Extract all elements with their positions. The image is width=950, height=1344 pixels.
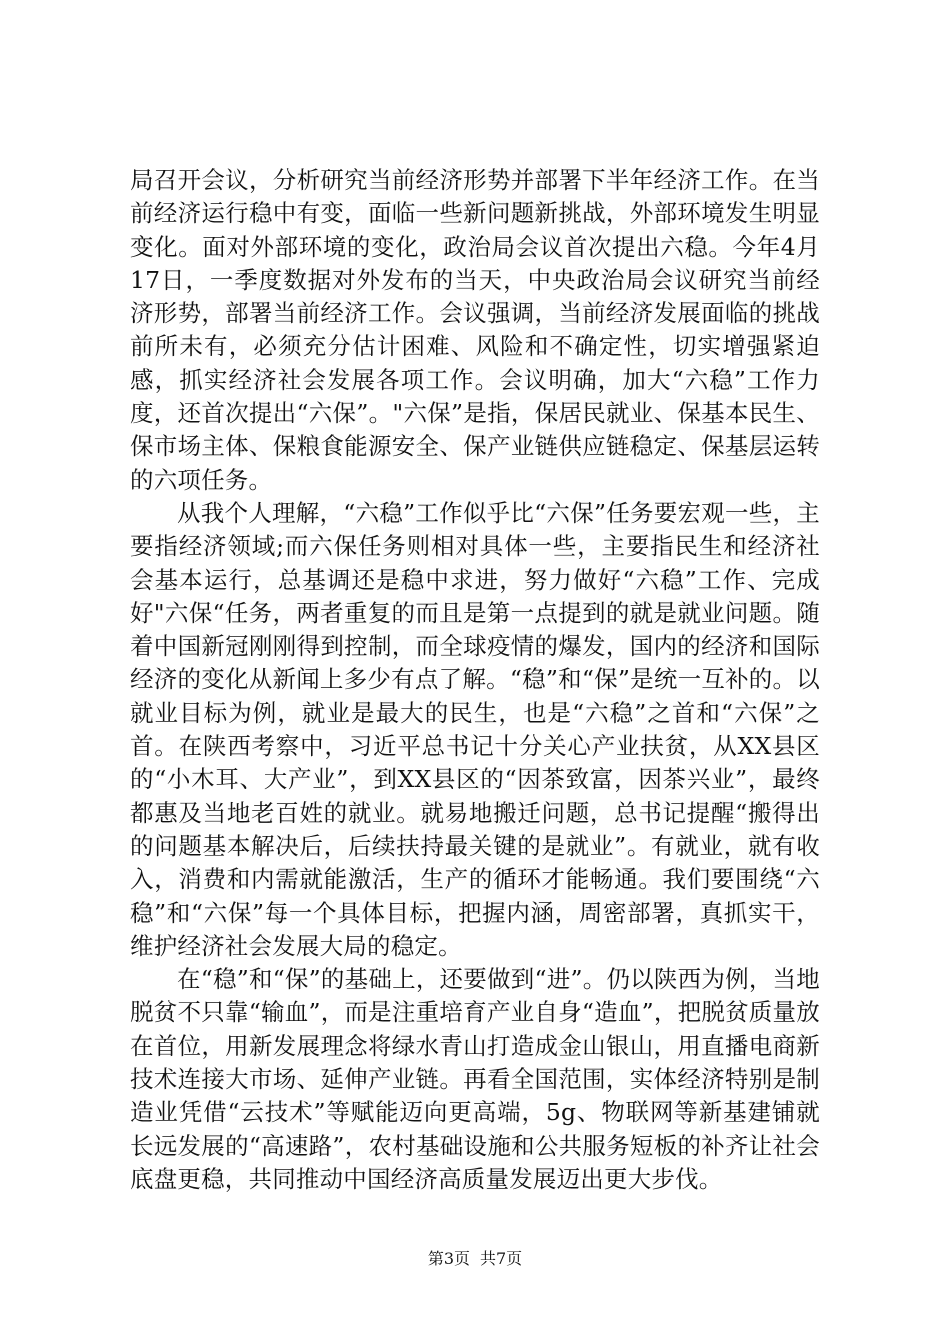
- paragraph-1: 局召开会议，分析研究当前经济形势并部署下半年经济工作。在当前经济运行稳中有变，面临一些新问题新挑战，外部环境发生明显变化。面对外部环境的变化，政治局会议首次提出六稳。今年4月17日，一季度数据对外发布的当天，中央政治局会议研究当前经济形势，部署当前经济工作。会议强调，当前经济发展面临的挑战前所未有，必须充分估计困难、风险和不确定性，切实增强紧迫感，抓实经济社会发展各项工作。会议明确，加大“六稳”工作力度，还首次提出“六保”。"六保”是指，保居民就业、保基本民生、保市场主体、保粮食能源安全、保产业链供应链稳定、保基层运转的六项任务。: [130, 166, 820, 494]
- page-footer: [0, 1248, 950, 1270]
- document-body: [130, 164, 820, 1196]
- paragraph-2: 从我个人理解，“六稳”工作似乎比“六保”任务要宏观一些，主要指经济领域;而六保任务则相对具体一些，主要指民生和经济社会基本运行，总基调还是稳中求进，努力做好“六稳”工作、完成好"六保“任务，两者重复的而且是第一点提到的就是就业问题。随着中国新冠刚刚得到控制，而全球疫情的爆发，国内的经济和国际经济的变化从新闻上多少有点了解。“稳”和“保”是统一互补的。以就业目标为例，就业是最大的民生，也是“六稳”之首和“六保”之首。在陕西考察中，习近平总书记十分关心产业扶贫，从XX县区的“小木耳、大产业”，到XX县区的“因茶致富，因茶兴业”，最终都惠及当地老百姓的就业。就易地搬迁问题，总书记提醒“搬得出的问题基本解决后，后续扶持最关键的是就业”。有就业，就有收入，消费和内需就能激活，生产的循环才能畅通。我们要围绕“六稳”和“六保”每一个具体目标，把握内涵，周密部署，真抓实干，维护经济社会发展大局的稳定。: [130, 498, 820, 960]
- page-number: 第3页: [427, 1249, 470, 1268]
- page-total: 共7页: [480, 1249, 523, 1268]
- paragraph-3: 在“稳”和“保”的基础上，还要做到“进”。仍以陕西为例，当地脱贫不只靠“输血”，而是注重培育产业自身“造血”，把脱贫质量放在首位，用新发展理念将绿水青山打造成金山银山，用直播电商新技术连接大市场、延伸产业链。再看全国范围，实体经济特别是制造业凭借“云技术”等赋能迈向更高端，5g、物联网等新基建铺就长远发展的“高速路”，农村基础设施和公共服务短板的补齐让社会底盘更稳，共同推动中国经济高质量发展迈出更大步伐。: [130, 965, 820, 1193]
